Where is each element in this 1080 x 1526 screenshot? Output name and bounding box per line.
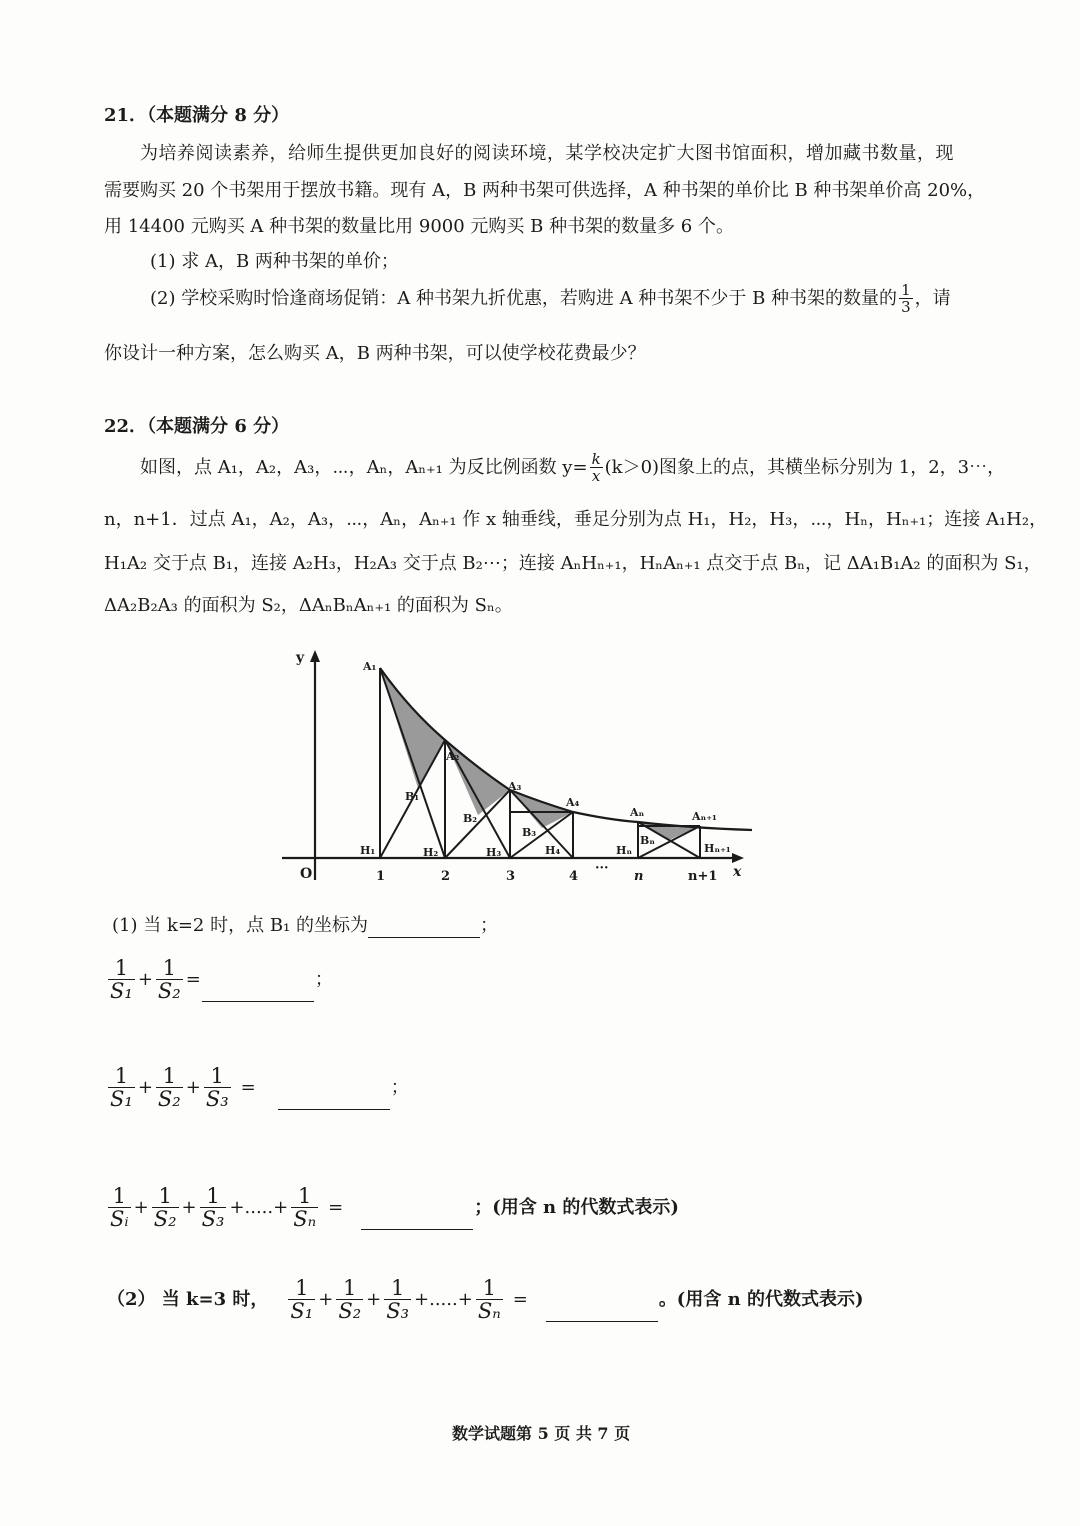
- equation-1: [106, 958, 334, 1002]
- equals-sign: =: [185, 969, 201, 990]
- fraction-denominator: S₂: [157, 979, 181, 1003]
- q21-sub2-post: ，请: [914, 288, 951, 309]
- q21-sub2-fraction: [899, 283, 913, 315]
- fraction: [156, 1066, 183, 1110]
- q22-sub1-text: (1) 当 k=2 时，点 B₁ 的坐标为: [112, 915, 368, 936]
- q22-p3: H₁A₂ 交于点 B₁，连接 A₂H₃，H₂A₃ 交于点 B₂⋯；连接 AₙHₙ₊₁，HₙAₙ₊₁ 点交于点 Bₙ，记 ΔA₁B₁A₂ 的面积为 S₁，: [104, 553, 1042, 574]
- label-H3: H₃: [486, 846, 502, 859]
- semicolon: ；: [390, 1077, 409, 1098]
- label-H2: H₂: [423, 846, 439, 859]
- fraction-numerator: 1: [482, 1276, 496, 1300]
- label-B1: B₁: [405, 790, 420, 803]
- label-B3: B₃: [522, 826, 537, 839]
- fraction-numerator: 1: [114, 956, 129, 980]
- answer-blank[interactable]: [202, 983, 314, 1002]
- q21-line2: 需要购买 20 个书架用于摆放书籍。现有 A，B 两种书架可供选择，A 种书架的单价比 B 种书架单价高 20%，: [104, 180, 986, 201]
- fraction: [156, 958, 183, 1002]
- q22-p1-post: (k＞0)图象上的点，其横坐标分别为 1，2，3⋯，: [604, 457, 1006, 478]
- fraction-denominator: Sₙ: [293, 1207, 317, 1231]
- y-axis-label: y: [296, 650, 305, 666]
- label-An: Aₙ: [630, 806, 645, 819]
- fraction-numerator: 1: [297, 1184, 312, 1208]
- label-A1: A₁: [363, 660, 377, 673]
- fraction: [288, 1278, 315, 1322]
- semicolon: ；: [314, 969, 333, 990]
- label-Hn-plus-1: Hₙ₊₁: [704, 842, 731, 855]
- fraction: [108, 1186, 131, 1230]
- plus-sign: +: [137, 1077, 153, 1098]
- fraction: [204, 1066, 231, 1110]
- expression-note: ；(用含 n 的代数式表示): [474, 1197, 679, 1218]
- fraction-denominator: S₁: [290, 1299, 314, 1323]
- origin-label: O: [300, 866, 313, 882]
- tick-label-4: 4: [569, 869, 579, 884]
- answer-blank[interactable]: [546, 1303, 658, 1322]
- fraction: [476, 1278, 503, 1322]
- q22-sub1: [112, 914, 498, 938]
- q21-sub2-line2: 你设计一种方案，怎么购买 A，B 两种书架，可以使学校花费最少？: [104, 343, 646, 364]
- fraction-numerator: 1: [162, 1064, 176, 1088]
- q22-header: 22．（本题满分 6 分）: [104, 416, 290, 437]
- tick-label-2: 2: [441, 869, 451, 884]
- fraction-denominator: S₃: [201, 1207, 225, 1231]
- plus-sign: +: [133, 1197, 149, 1218]
- fraction-denominator: S₂: [157, 1087, 181, 1111]
- q22-figure: [270, 640, 770, 890]
- fraction-denominator: S₃: [386, 1299, 410, 1323]
- answer-blank[interactable]: [361, 1211, 473, 1230]
- y-axis-arrow: [310, 650, 320, 662]
- fraction: [108, 1066, 135, 1110]
- plus-sign: +: [137, 969, 153, 990]
- plus-sign: +: [181, 1197, 197, 1218]
- fraction-numerator: 1: [162, 956, 176, 980]
- fraction-denominator: Sᵢ: [110, 1207, 129, 1231]
- fraction-denominator: Sₙ: [477, 1299, 501, 1323]
- label-H4: H₄: [545, 844, 561, 857]
- fraction-numerator: 1: [206, 1184, 220, 1208]
- tick-label-dots: ···: [595, 861, 609, 876]
- tick-label-n-plus-1: n+1: [688, 869, 718, 884]
- ellipsis-plus: +.....+: [414, 1289, 473, 1310]
- page-footer: 数学试题第 5 页 共 7 页: [452, 1424, 631, 1443]
- plus-sign: +: [366, 1289, 382, 1310]
- fraction: [291, 1186, 318, 1230]
- fraction: [200, 1186, 227, 1230]
- fraction-numerator: 1: [112, 1184, 126, 1208]
- label-A3: A₃: [508, 780, 522, 793]
- equals-sign: =: [240, 1077, 256, 1098]
- fraction-numerator: 1: [114, 1064, 129, 1088]
- q21-line1: 为培养阅读素养，给师生提供更加良好的阅读环境，某学校决定扩大图书馆面积，增加藏书数量，现: [140, 143, 954, 164]
- q22-sub1-end: ；: [480, 915, 498, 936]
- fraction-numerator: 1: [210, 1064, 224, 1088]
- fraction-numerator: 1: [158, 1184, 172, 1208]
- fraction-denominator: x: [590, 467, 603, 484]
- plus-sign: +: [185, 1077, 201, 1098]
- tick-label-3: 3: [506, 869, 516, 884]
- fraction-denominator: S₁: [110, 1087, 133, 1111]
- equation-3: [106, 1186, 680, 1230]
- label-Bn: Bₙ: [640, 834, 656, 847]
- fraction-numerator: 1: [901, 281, 911, 299]
- fraction-numerator: 1: [390, 1276, 405, 1300]
- label-An-plus-1: Aₙ₊₁: [692, 810, 717, 823]
- fraction-numerator: k: [591, 450, 601, 468]
- fraction: [384, 1278, 411, 1322]
- tick-label-n: n: [634, 869, 644, 884]
- fraction-denominator: 3: [901, 298, 911, 316]
- q22-p2: n，n+1．过点 A₁，A₂，A₃，⋯，Aₙ，Aₙ₊₁ 作 x 轴垂线，垂足分别为点 H₁，H₂，H₃，⋯，Hₙ，Hₙ₊₁；连接 A₁H₂，: [104, 509, 1048, 530]
- label-H1: H₁: [360, 844, 376, 857]
- q21-sub1: (1) 求 A，B 两种书架的单价；: [150, 251, 399, 272]
- q22-p1: [140, 452, 1005, 484]
- ellipsis-plus: +.....+: [229, 1197, 289, 1218]
- plus-sign: +: [318, 1289, 334, 1310]
- label-B2: B₂: [463, 812, 478, 825]
- equals-sign: =: [512, 1289, 528, 1310]
- equation-2: [106, 1066, 410, 1110]
- expression-note: 。(用含 n 的代数式表示): [658, 1289, 864, 1310]
- fraction-denominator: S₂: [153, 1207, 177, 1231]
- q22-p1-fraction: [590, 452, 603, 484]
- q21-sub2-pre: (2) 学校采购时恰逢商场促销：A 种书架九折优惠，若购进 A 种书架不少于 B 种书架的数量的: [150, 288, 898, 309]
- q22-sub2-text: （2） 当 k=3 时，: [107, 1289, 269, 1310]
- fraction-numerator: 1: [343, 1276, 357, 1300]
- fraction-denominator: S₃: [205, 1087, 229, 1111]
- q22-p1-pre: 如图，点 A₁，A₂，A₃，⋯，Aₙ，Aₙ₊₁ 为反比例函数 y=: [140, 457, 588, 478]
- fraction: [108, 958, 135, 1002]
- fraction: [152, 1186, 179, 1230]
- q22-p4: ΔA₂B₂A₃ 的面积为 S₂，ΔAₙBₙAₙ₊₁ 的面积为 Sₙ。: [104, 595, 513, 616]
- q21-line3: 用 14400 元购买 A 种书架的数量比用 9000 元购买 B 种书架的数量多 6 个。: [104, 216, 734, 237]
- q21-header: 21．（本题满分 8 分）: [104, 105, 290, 126]
- x-axis-label: x: [733, 864, 742, 880]
- tick-label-1: 1: [376, 869, 386, 884]
- q22-sub2: [106, 1278, 864, 1322]
- label-A4: A₄: [566, 796, 580, 809]
- q21-sub2: [150, 283, 951, 315]
- x-axis-arrow: [732, 853, 744, 863]
- equals-sign: =: [328, 1197, 344, 1218]
- label-Hn: Hₙ: [616, 844, 633, 857]
- fraction: [336, 1278, 363, 1322]
- answer-blank[interactable]: [278, 1091, 390, 1110]
- answer-blank[interactable]: [368, 919, 480, 938]
- label-A2: A₂: [446, 750, 460, 763]
- fraction-numerator: 1: [295, 1276, 309, 1300]
- fraction-denominator: S₁: [110, 979, 133, 1003]
- fraction-denominator: S₂: [338, 1299, 362, 1323]
- shaded-region-1: [380, 668, 445, 788]
